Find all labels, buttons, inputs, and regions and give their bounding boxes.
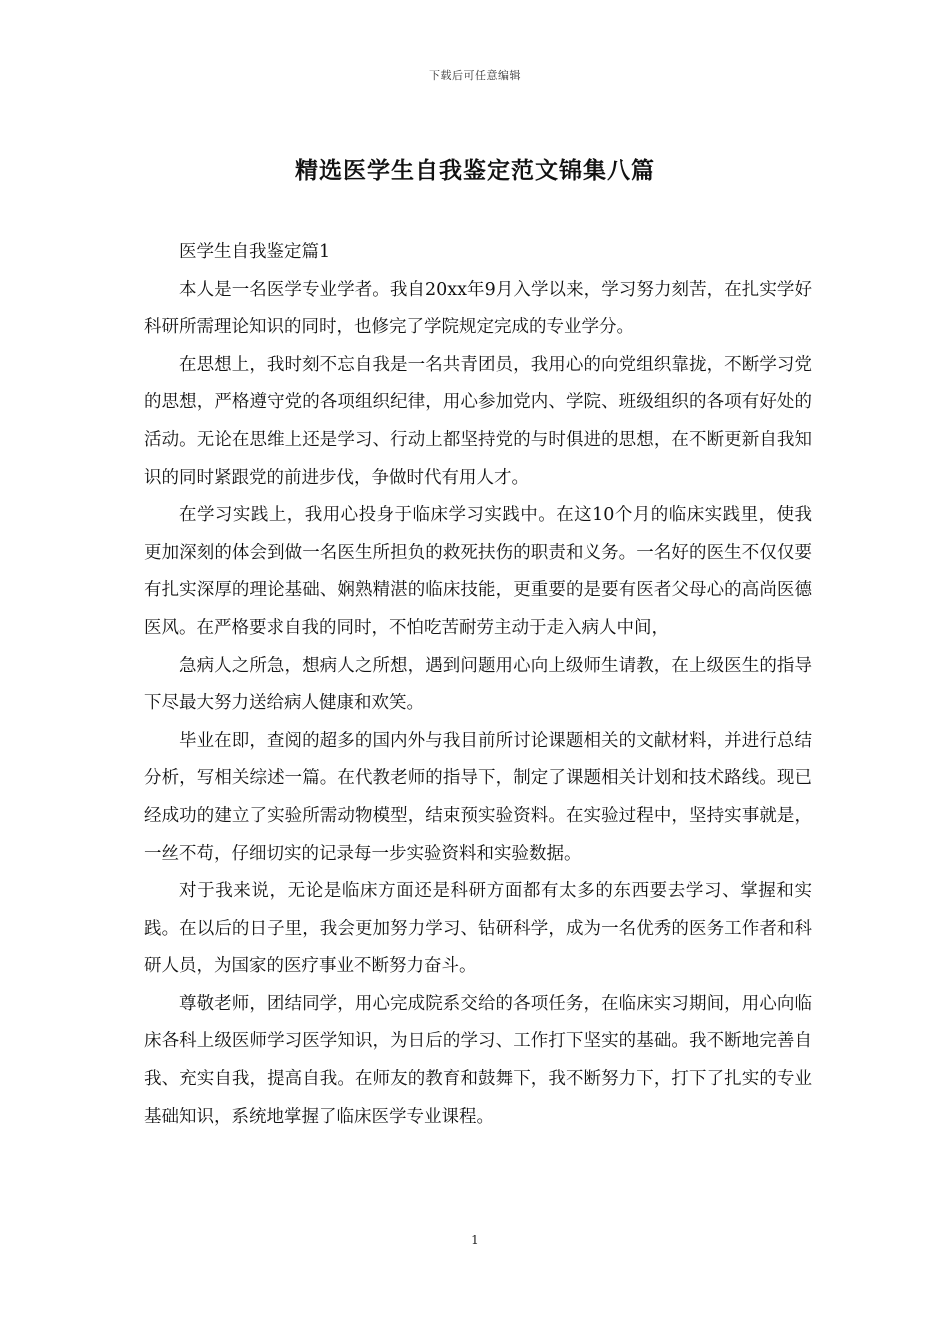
document-body xyxy=(144,234,812,1136)
paragraph: 在思想上，我时刻不忘自我是一名共青团员，我用心的向党组织靠拢，不断学习党的思想，严格遵守党的各项组织纪律，用心参加党内、学院、班级组织的各项有好处的活动。无论在思维上还是学习、行动上都坚持党的与时俱进的思想，在不断更新自我知识的同时紧跟党的前进步伐，争做时代有用人才。 xyxy=(144,354,812,488)
paragraph: 对于我来说，无论是临床方面还是科研方面都有太多的东西要去学习、掌握和实践。在以后的日子里，我会更加努力学习、钻研科学，成为一名优秀的医务工作者和科研人员，为国家的医疗事业不断努力奋斗。 xyxy=(144,881,812,977)
header-note: 下载后可任意编辑 xyxy=(429,69,521,82)
paragraph: 在学习实践上，我用心投身于临床学习实践中。在这10个月的临床实践里，使我更加深刻的体会到做一名医生所担负的救死扶伤的职责和义务。一名好的医生不仅仅要有扎实深厚的理论基础、娴熟精湛的临床技能，更重要的是要有医者父母心的高尚医德医风。在严格要求自我的同时，不怕吃苦耐劳主动于走入病人中间， xyxy=(144,505,812,638)
page-number: 1 xyxy=(471,1233,479,1247)
paragraph: 急病人之所急，想病人之所想，遇到问题用心向上级师生请教，在上级医生的指导下尽最大努力送给病人健康和欢笑。 xyxy=(144,655,812,714)
paragraph: 毕业在即，查阅的超多的国内外与我目前所讨论课题相关的文献材料，并进行总结分析，写相关综述一篇。在代教老师的指导下，制定了课题相关计划和技术路线。现已经成功的建立了实验所需动物模型，结束预实验资料。在实验过程中，坚持实事就是，一丝不苟，仔细切实的记录每一步实验资料和实验数据。 xyxy=(144,730,812,864)
paragraph: 本人是一名医学专业学者。我自20xx年9月入学以来，学习努力刻苦，在扎实学好科研所需理论知识的同时，也修完了学院规定完成的专业学分。 xyxy=(144,279,812,338)
paragraph: 尊敬老师，团结同学，用心完成院系交给的各项任务，在临床实习期间，用心向临床各科上级医师学习医学知识，为日后的学习、工作打下坚实的基础。我不断地完善自我、充实自我，提高自我。在师友的教育和鼓舞下，我不断努力下，打下了扎实的专业基础知识，系统地掌握了临床医学专业课程。 xyxy=(144,993,812,1127)
section-heading: 医学生自我鉴定篇1 xyxy=(179,242,331,262)
document-title: 精选医学生自我鉴定范文锦集八篇 xyxy=(295,157,655,184)
